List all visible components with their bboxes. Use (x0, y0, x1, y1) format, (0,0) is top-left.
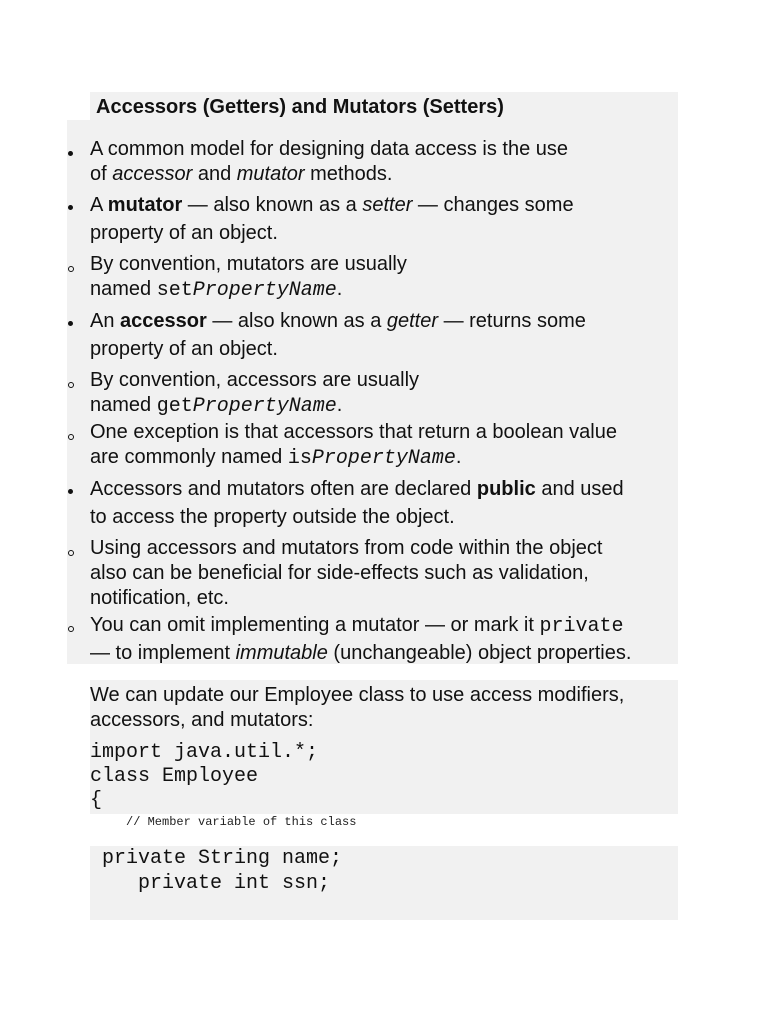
inline-code-em: PropertyName (192, 279, 337, 302)
item-text: You can omit implementing a mutator — or mark it (90, 614, 540, 636)
inline-code: is (287, 447, 312, 470)
item-text: property of an object. (90, 338, 278, 360)
item-text: methods. (304, 163, 393, 185)
item-text: named (90, 394, 157, 416)
item-text: An (90, 310, 121, 332)
inline-code: set (156, 279, 193, 302)
sub-bullet-circle (68, 266, 74, 272)
item-emphasis: accessor (112, 163, 193, 185)
item-bold: accessor (120, 310, 207, 332)
item-text: . (336, 394, 343, 416)
paragraph-line: We can update our Employee class to use access modifiers, (90, 684, 625, 706)
page-title: Accessors (Getters) and Mutators (Setters) (96, 96, 504, 118)
sub-bullet-circle (68, 434, 74, 440)
list-item (90, 191, 574, 247)
item-text: to access the property outside the object. (90, 506, 455, 528)
item-text: Using accessors and mutators from code within the object (90, 537, 603, 559)
item-emphasis: immutable (235, 642, 328, 664)
paragraph-line: accessors, and mutators: (90, 709, 314, 731)
item-text: property of an object. (90, 222, 278, 244)
code-line: private int ssn; (90, 872, 331, 895)
item-text: — also known as a (206, 310, 387, 332)
item-text: Accessors and mutators often are declared (90, 478, 477, 500)
item-text: named (90, 278, 157, 300)
sub-bullet-circle (68, 550, 74, 556)
item-text: — returns some (438, 310, 586, 332)
item-text: — to implement (90, 642, 236, 664)
sub-list-item (90, 420, 617, 471)
item-text: . (336, 278, 343, 300)
code-block (90, 846, 342, 896)
inline-code: private (539, 615, 624, 638)
sub-bullet-circle (68, 382, 74, 388)
item-text: One exception is that accessors that return a boolean value (90, 421, 617, 443)
list-item (90, 307, 586, 363)
code-line: { (90, 789, 103, 812)
sub-list-item (90, 368, 419, 419)
item-bold: mutator (107, 194, 183, 216)
sub-list-item (90, 612, 631, 667)
item-text: By convention, mutators are usually (90, 253, 407, 275)
code-line: class Employee (90, 765, 259, 788)
item-emphasis: mutator (236, 163, 305, 185)
bullet-dot (68, 151, 73, 156)
bullet-dot (68, 205, 73, 210)
item-text: notification, etc. (90, 587, 229, 609)
code-line: import java.util.*; (90, 741, 319, 764)
inline-code-em: PropertyName (192, 395, 337, 418)
bullet-dot (68, 321, 73, 326)
intro-paragraph (90, 683, 624, 733)
item-text: . (455, 446, 462, 468)
item-text: By convention, accessors are usually (90, 369, 420, 391)
list-item (90, 475, 624, 531)
sub-list-item (90, 252, 407, 303)
item-text: and (192, 163, 237, 185)
sub-bullet-circle (68, 626, 74, 632)
item-text: and used (535, 478, 624, 500)
item-text: (unchangeable) object properties. (327, 642, 632, 664)
item-emphasis: getter (386, 310, 439, 332)
inline-code: get (156, 395, 193, 418)
code-line: private String name; (90, 847, 343, 870)
inline-code-em: PropertyName (311, 447, 456, 470)
code-comment: // Member variable of this class (126, 815, 357, 829)
item-text: are commonly named (90, 446, 288, 468)
item-emphasis: setter (362, 194, 413, 216)
item-bold: public (476, 478, 536, 500)
item-text: of (90, 163, 113, 185)
sub-list-item (90, 536, 602, 611)
bullet-dot (68, 489, 73, 494)
code-block (90, 741, 318, 813)
item-text: A common model for designing data access is the use (90, 138, 569, 160)
list-item (90, 137, 568, 187)
item-text: — also known as a (182, 194, 363, 216)
item-text: also can be beneficial for side-effects such as validation, (90, 562, 589, 584)
item-text: — changes some (412, 194, 574, 216)
item-text: A (90, 194, 108, 216)
